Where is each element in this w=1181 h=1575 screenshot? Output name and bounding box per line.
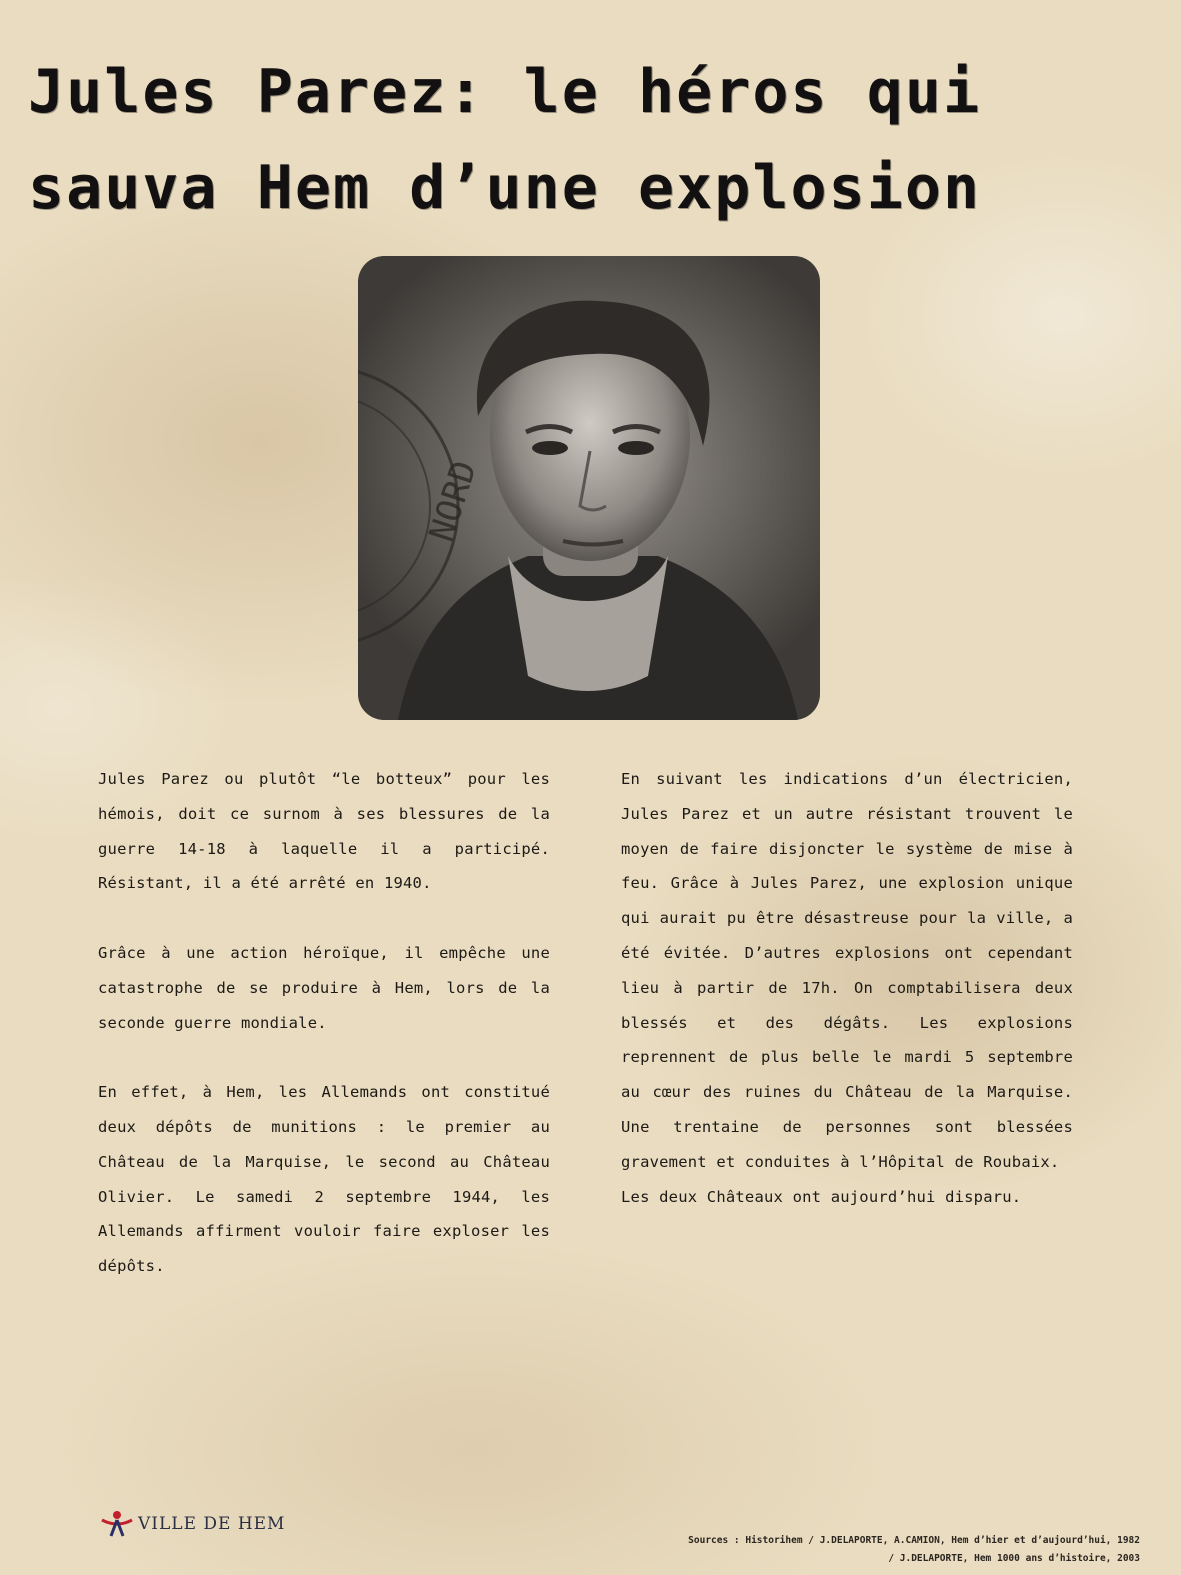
paragraph: En suivant les indications d’un électricien, Jules Parez et un autre résistant trouvent le moyen de faire disjoncter le système de mise à feu. Grâce à Jules Parez, une explosion unique qui aurait pu être désastreuse pour la ville, a été évitée. D’autres explosions ont cependant lieu à partir de 17h. On comptabilisera deux blessés et des dégâts. Les explosions reprennent de plus belle le mardi 5 septembre au cœur des ruines du Château de la Marquise. Une trentaine de personnes sont blessées gravement et conduites à l’Hôpital de Roubaix.	[621, 770, 1073, 1171]
city-logo-text: VILLE DE HEM	[138, 1514, 286, 1534]
sources-credit	[620, 1532, 1140, 1568]
portrait-illustration	[358, 256, 820, 720]
sources-line-2: / J.DELAPORTE, Hem 1000 ans d’histoire, 2003	[888, 1553, 1140, 1564]
title-line-2: sauva Hem d’une explosion	[28, 153, 982, 223]
stamp-text: NORD	[421, 456, 485, 547]
page-title	[28, 44, 1158, 236]
text-column-left	[98, 762, 550, 1319]
paragraph: Jules Parez ou plutôt “le botteux” pour les hémois, doit ce surnom à ses blessures de la guerre 14-18 à laquelle il a participé. Résistant, il a été arrêté en 1940.	[98, 770, 550, 893]
paragraph: Grâce à une action héroïque, il empêche une catastrophe de se produire à Hem, lors de la seconde guerre mondiale.	[98, 943, 550, 1032]
portrait-photo	[358, 256, 820, 720]
sources-line-1: Sources : Historihem / J.DELAPORTE, A.CAMION, Hem d’hier et d’aujourd’hui, 1982	[688, 1535, 1140, 1546]
paragraph: Les deux Châteaux ont aujourd’hui disparu.	[621, 1187, 1022, 1206]
city-logo-icon	[100, 1510, 134, 1538]
title-line-1: Jules Parez: le héros qui	[28, 57, 982, 127]
city-logo	[100, 1510, 285, 1538]
text-column-right	[621, 762, 1073, 1214]
paragraph: En effet, à Hem, les Allemands ont constitué deux dépôts de munitions : le premier au Château de la Marquise, le second au Château Olivier. Le samedi 2 septembre 1944, les Allemands affirment vouloir faire exploser les dépôts.	[98, 1083, 550, 1276]
